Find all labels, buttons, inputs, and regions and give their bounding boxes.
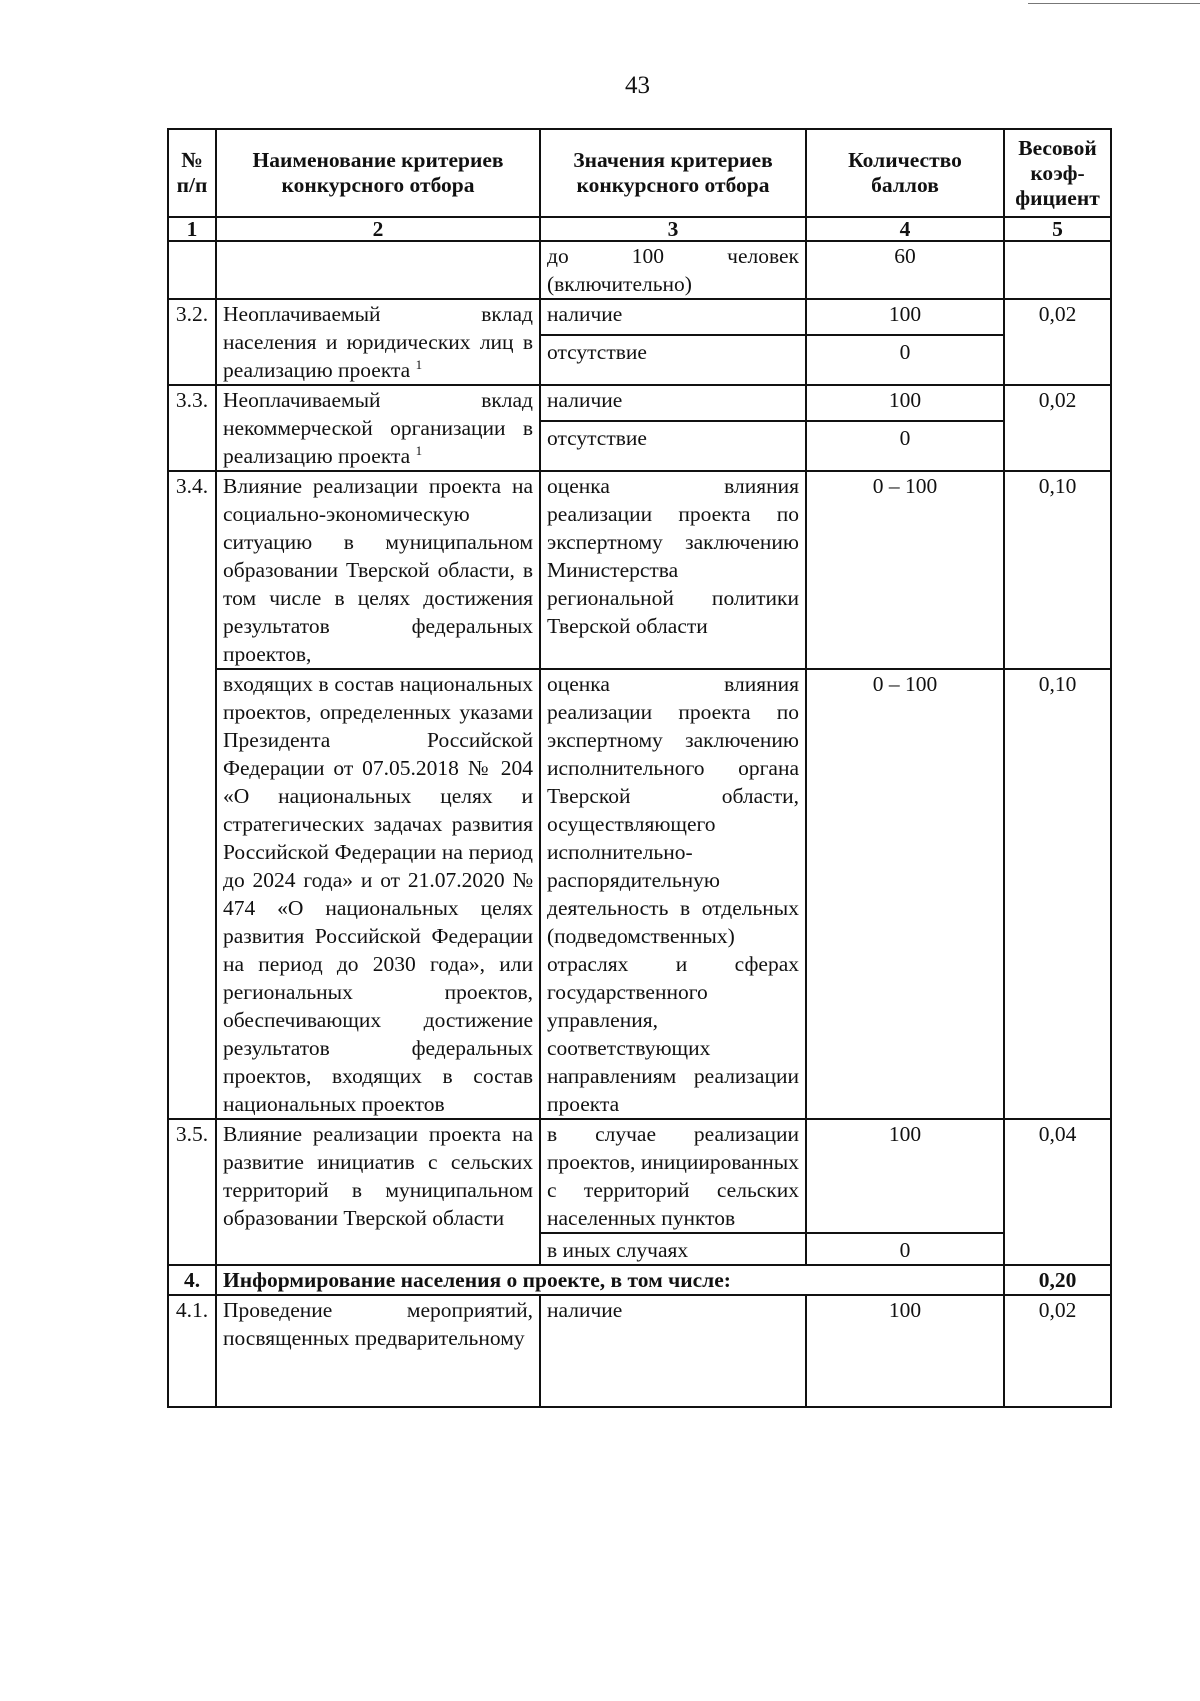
- section-row: [168, 1265, 1111, 1295]
- header-weight: Весовой коэф-фициент: [1004, 129, 1111, 217]
- page-number: 43: [625, 72, 650, 99]
- points-cell: 100: [806, 1295, 1004, 1407]
- weight-cell: 0,10: [1004, 471, 1111, 669]
- table-row: [168, 1119, 1111, 1265]
- criterion-cell: Влияние реализации проекта на развитие инициатив с сельских территорий в муниципальном образовании Тверской области: [216, 1119, 540, 1265]
- index-cell: 5: [1004, 217, 1111, 241]
- points-cell: 0 – 100: [806, 471, 1004, 669]
- index-cell: 2: [216, 217, 540, 241]
- row-number: 4.1.: [168, 1295, 216, 1407]
- section-title: Информирование населения о проекте, в том числе:: [216, 1265, 1004, 1295]
- row-number: 3.3.: [168, 385, 216, 471]
- value-cell: [540, 1119, 806, 1265]
- criterion-text: Неоплачиваемый вклад некоммерческой организации в реализацию проекта: [223, 388, 533, 468]
- criterion-text: Неоплачиваемый вклад населения и юридических лиц в реализацию проекта: [223, 302, 533, 382]
- footnote-mark: 1: [415, 442, 423, 458]
- value-cell: до 100 человек (включительно): [540, 241, 806, 299]
- header-points: Количество баллов: [806, 129, 1004, 217]
- value-option: наличие: [547, 302, 623, 326]
- weight-cell: 0,10: [1004, 669, 1111, 1119]
- row-number: 3.5.: [168, 1119, 216, 1265]
- row-number: 4.: [168, 1265, 216, 1295]
- table-row: [168, 241, 1111, 299]
- value-cell: [540, 385, 806, 471]
- points-value: 100: [888, 388, 922, 412]
- value-cell: оценка влияния реализации проекта по экспертному заключению исполнительного органа Тверской области, осуществляющего исполнительно-распорядительную деятельность в отдельных (подведомственных) отраслях и сферах государственного управления, соответствующих направлениям реализации проекта: [540, 669, 806, 1119]
- header-num: № п/п: [168, 129, 216, 217]
- row-number: 3.4.: [168, 471, 216, 1119]
- index-cell: 3: [540, 217, 806, 241]
- value-cell: [540, 299, 806, 385]
- points-cell: 0 – 100: [806, 669, 1004, 1119]
- points-cell: [806, 299, 1004, 385]
- points-cell: 60: [806, 241, 1004, 299]
- value-cell: оценка влияния реализации проекта по экспертному заключению Министерства региональной политики Тверской области: [540, 471, 806, 669]
- top-edge-rule: [1028, 3, 1200, 4]
- value-option: отсутствие: [541, 334, 805, 366]
- value-option: в случае реализации проектов, инициированных с территорий сельских населенных пунктов: [547, 1122, 799, 1230]
- criterion-cell: Проведение мероприятий, посвященных предварительному: [216, 1295, 540, 1407]
- table-row: [168, 471, 1111, 669]
- points-value: 100: [888, 1122, 922, 1146]
- criterion-cell: [216, 385, 540, 471]
- index-cell: 4: [806, 217, 1004, 241]
- footnote-mark: 1: [415, 356, 423, 372]
- criterion-cell: Влияние реализации проекта на социально-экономическую ситуацию в муниципальном образовании Тверской области, в том числе в целях достижения результатов федеральных проектов,: [216, 471, 540, 669]
- points-value: 0: [807, 334, 1003, 366]
- points-cell: [806, 385, 1004, 471]
- weight-cell: 0,02: [1004, 299, 1111, 385]
- weight-cell: 0,02: [1004, 1295, 1111, 1407]
- value-cell: наличие: [540, 1295, 806, 1407]
- points-value: 0: [807, 1232, 1003, 1264]
- header-criteria: Наименование критериев конкурсного отбора: [216, 129, 540, 217]
- criterion-cell: [216, 299, 540, 385]
- value-option: отсутствие: [541, 420, 805, 452]
- row-number: 3.2.: [168, 299, 216, 385]
- header-row: [168, 129, 1111, 217]
- points-value: 100: [888, 302, 922, 326]
- table-row: [168, 1295, 1111, 1407]
- points-value: 0: [807, 420, 1003, 452]
- weight-cell: 0,04: [1004, 1119, 1111, 1265]
- criteria-table: [167, 128, 1112, 1408]
- column-index-row: [168, 217, 1111, 241]
- criterion-cell: входящих в состав национальных проектов, определенных указами Президента Российской Федерации от 07.05.2018 № 204 «О национальных целях и стратегических задачах развития Российской Федерации на период до 2024 года» и от 21.07.2020 № 474 «О национальных целях развития Российской Федерации на период до 2030 года», или региональных проектов, обеспечивающих достижение результатов федеральных проектов, входящих в состав национальных проектов: [216, 669, 540, 1119]
- table-row: [168, 669, 1111, 1119]
- table-row: [168, 299, 1111, 385]
- table-row: [168, 385, 1111, 471]
- weight-cell: 0,20: [1004, 1265, 1111, 1295]
- header-values: Значения критериев конкурсного отбора: [540, 129, 806, 217]
- value-option: наличие: [547, 388, 623, 412]
- index-cell: 1: [168, 217, 216, 241]
- value-option: в иных случаях: [541, 1232, 805, 1264]
- weight-cell: 0,02: [1004, 385, 1111, 471]
- points-cell: [806, 1119, 1004, 1265]
